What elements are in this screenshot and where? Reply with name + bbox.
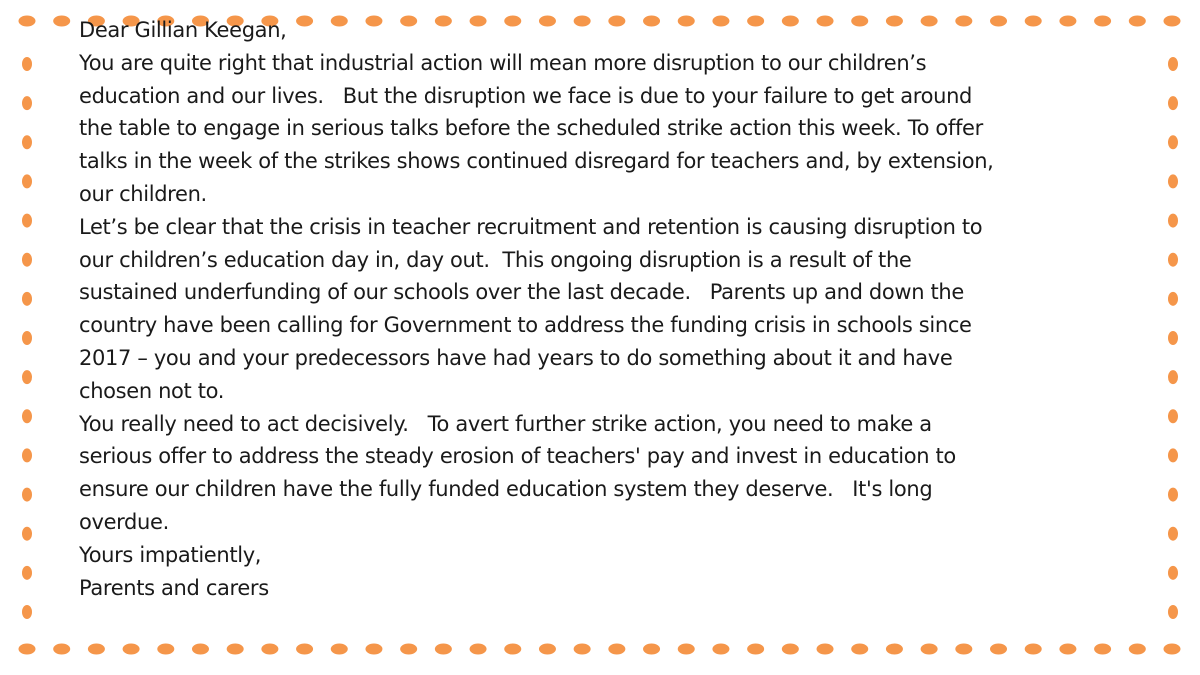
border-dot [22,448,32,462]
border-dot [1168,214,1178,228]
border-dot [990,644,1007,655]
border-dot [261,644,278,655]
border-dot [539,644,556,655]
border-dot [1025,644,1042,655]
border-dot [1168,57,1178,71]
border-dot [123,644,140,655]
border-dot [22,409,32,423]
border-dot [1164,644,1181,655]
border-dot [1168,409,1178,423]
border-dot [1168,331,1178,345]
border-dot [643,644,660,655]
letter-closing: Yours impatiently, [79,542,262,567]
border-dot [1168,370,1178,384]
letter-line: education and our lives. But the disruption we face is due to your failure to get around [79,83,973,108]
border-dot [88,644,105,655]
border-dot [22,253,32,267]
border-dot [331,644,348,655]
border-dot [22,174,32,188]
border-dot [22,96,32,110]
letter-line: sustained underfunding of our schools over the last decade. Parents up and down the [79,280,964,305]
border-dot [1168,174,1178,188]
border-dot [22,566,32,580]
border-dot [955,644,972,655]
letter-line: Let’s be clear that the crisis in teacher recruitment and retention is causing disruption to [79,214,983,239]
border-dot [1168,605,1178,619]
border-dot [22,214,32,228]
border-dot [1168,448,1178,462]
border-dot [886,644,903,655]
border-dot [608,644,625,655]
border-dot [157,644,174,655]
border-dot [851,644,868,655]
border-dot [365,644,382,655]
letter-line: our children’s education day in, day out. This ongoing disruption is a result of the [79,247,912,272]
border-dot [1094,644,1111,655]
letter-line: the table to engage in serious talks before the scheduled strike action this week. To offer [79,116,983,141]
border-dot [1168,253,1178,267]
letter-body [79,14,1159,604]
border-dot [1168,96,1178,110]
border-dot [227,644,244,655]
letter-signature: Parents and carers [79,575,269,600]
border-dot [435,644,452,655]
border-dot [1168,488,1178,502]
letter-line: our children. [79,181,207,206]
letter-line: serious offer to address the steady erosion of teachers' pay and invest in education to [79,444,956,469]
border-dot [470,644,487,655]
border-dot [400,644,417,655]
border-dot [921,644,938,655]
border-dot [22,135,32,149]
border-dot [1164,16,1181,27]
border-dot [53,644,70,655]
border-dot [22,527,32,541]
border-dot [22,331,32,345]
border-dot [22,370,32,384]
border-dot [19,644,36,655]
border-dot [1168,566,1178,580]
border-dot [53,16,70,27]
border-dot [574,644,591,655]
letter-line: overdue. [79,509,169,534]
border-dot [192,644,209,655]
border-dot [678,644,695,655]
border-dot [1168,292,1178,306]
border-dot [22,488,32,502]
letter-line: You really need to act decisively. To avert further strike action, you need to make a [79,411,932,436]
letter-line: You are quite right that industrial action will mean more disruption to our children’s [79,50,927,75]
border-dot [712,644,729,655]
letter-line: talks in the week of the strikes shows continued disregard for teachers and, by extension, [79,149,994,174]
letter-salutation: Dear Gillian Keegan, [79,18,287,42]
border-dot [22,57,32,71]
border-dot [817,644,834,655]
border-dot [504,644,521,655]
border-dot [1168,527,1178,541]
letter-line: chosen not to. [79,378,225,403]
border-dot [1168,135,1178,149]
border-dot [1129,644,1146,655]
letter-line: 2017 – you and your predecessors have had years to do something about it and have [79,345,953,370]
border-dot [22,605,32,619]
border-dot [22,292,32,306]
border-dot [19,16,36,27]
border-dot [782,644,799,655]
letter-line: ensure our children have the fully funded education system they deserve. It's long [79,477,933,502]
letter-line: country have been calling for Government to address the funding crisis in schools since [79,313,972,338]
border-dot [1059,644,1076,655]
border-dot [747,644,764,655]
border-dot [296,644,313,655]
